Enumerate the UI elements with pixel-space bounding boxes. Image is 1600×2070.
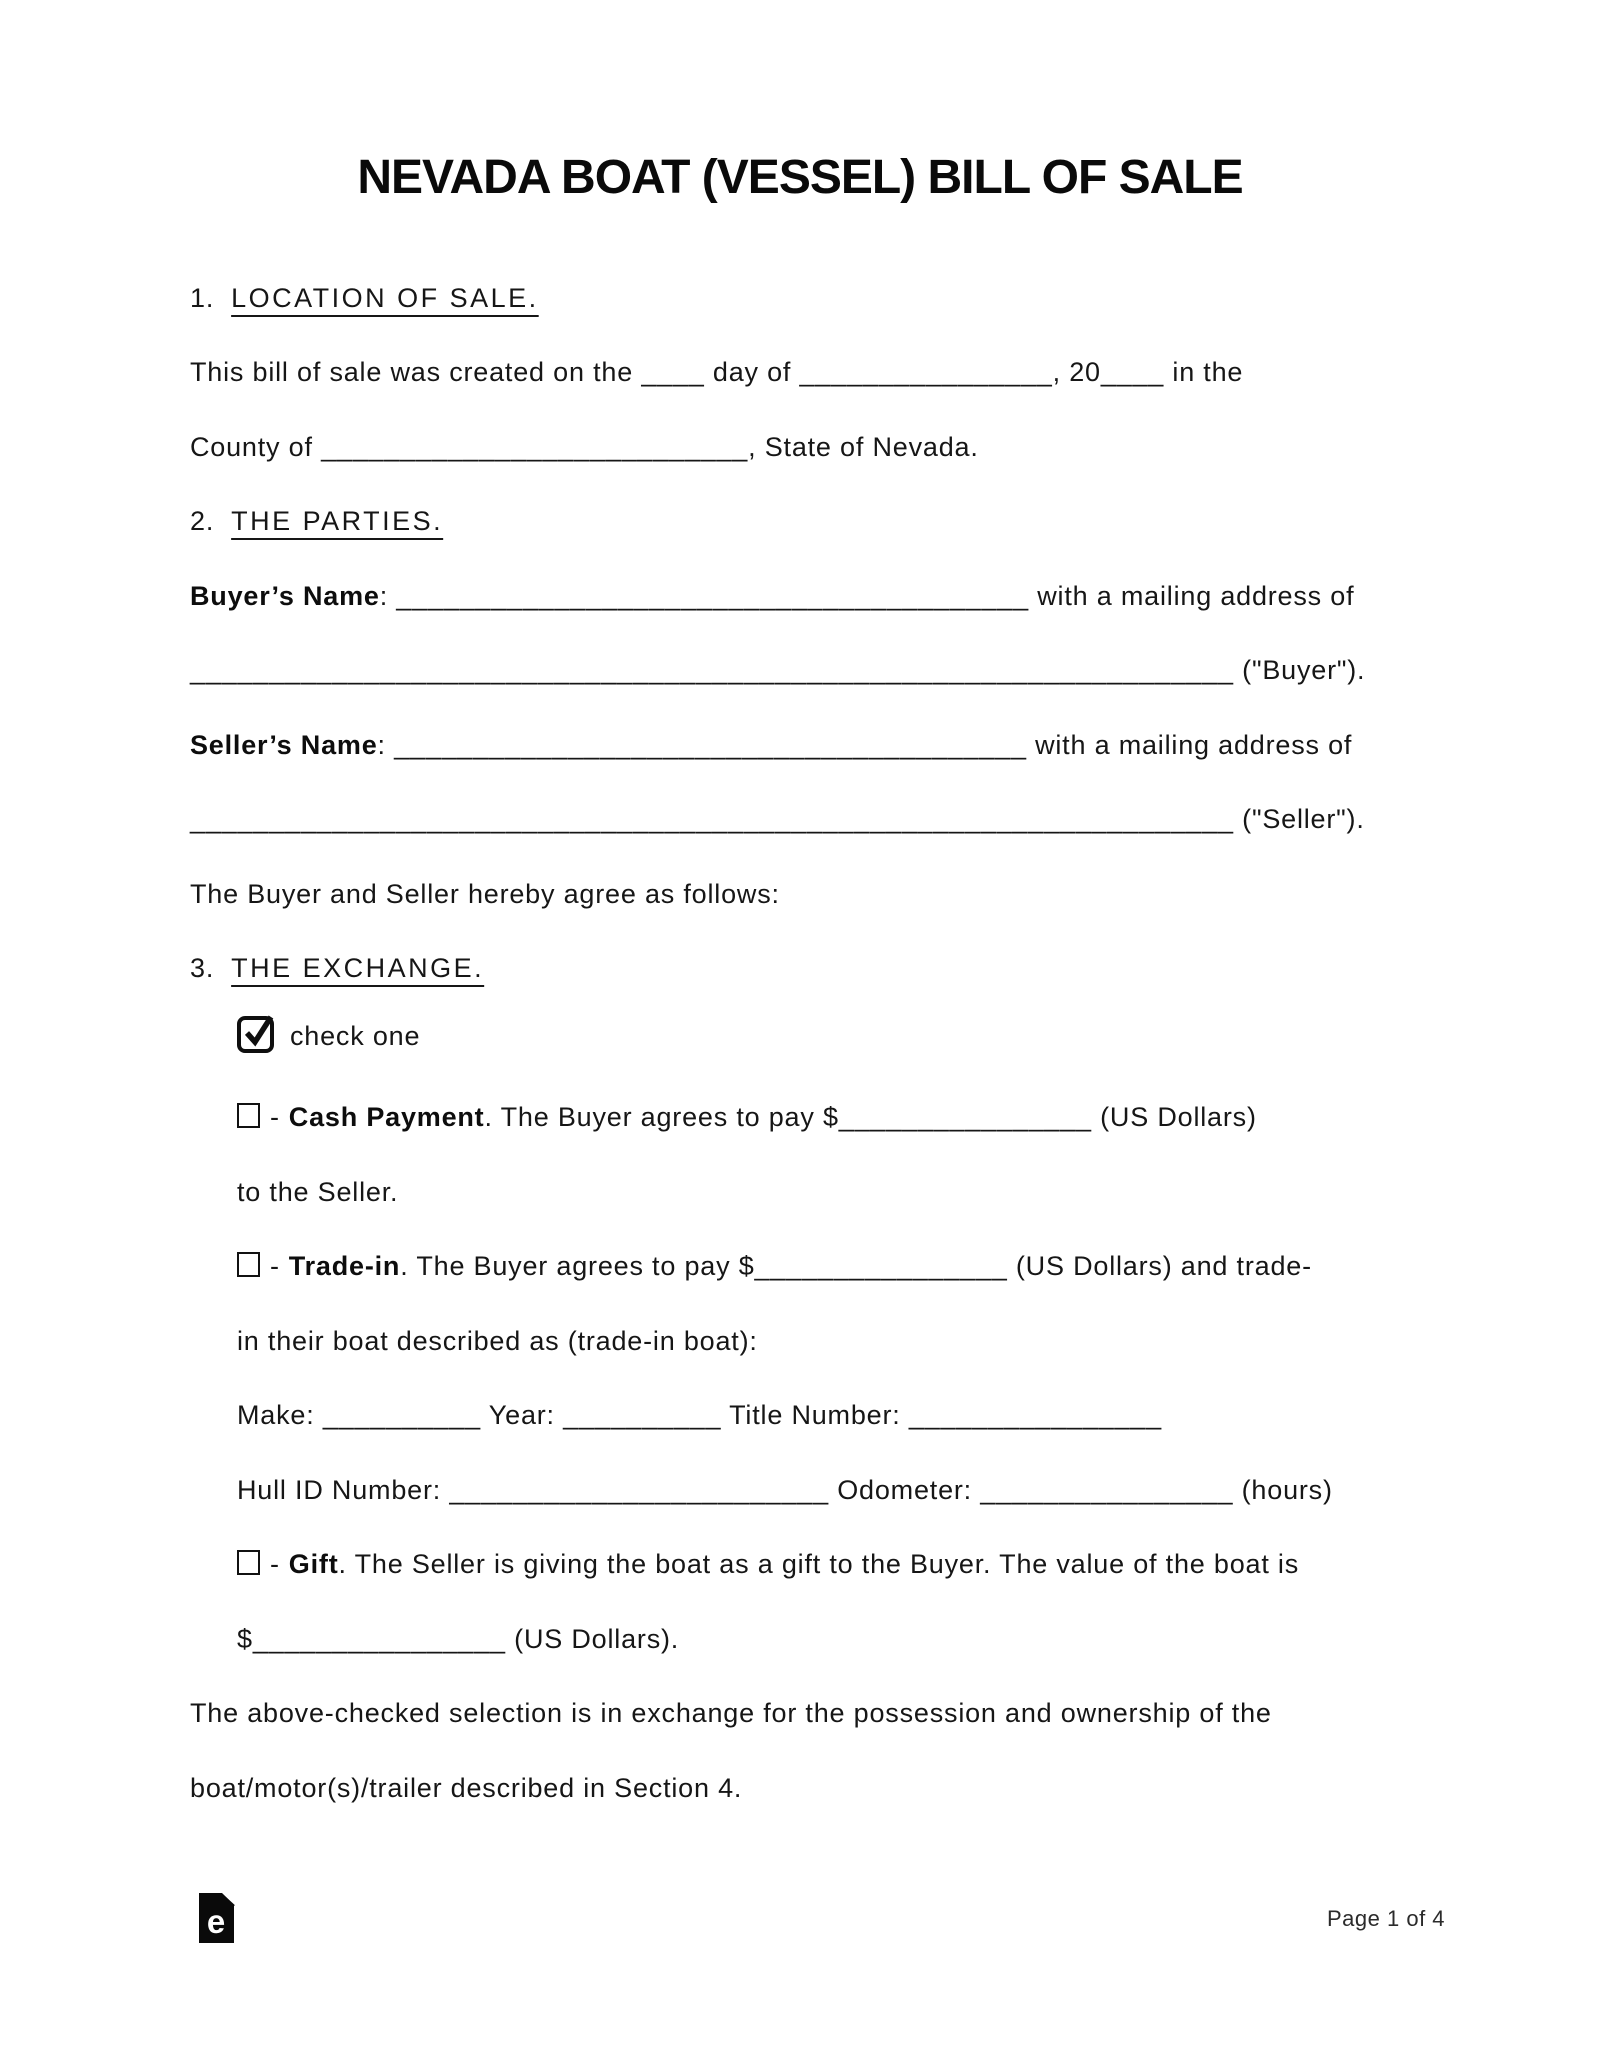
trade-in-cont-line: in their boat described as (trade-in boat): bbox=[237, 1326, 758, 1356]
buyer-name-line bbox=[190, 576, 1354, 616]
gift-checkbox-icon[interactable] bbox=[237, 1550, 260, 1575]
checked-checkbox-icon bbox=[237, 1016, 274, 1053]
section1-heading-text: LOCATION OF SALE. bbox=[231, 283, 539, 313]
gift-cont-line: $________________ (US Dollars). bbox=[237, 1624, 680, 1654]
trade-in-label: Trade-in bbox=[288, 1251, 401, 1281]
buyer-name-label: Buyer’s Name bbox=[190, 581, 380, 611]
trade-in-dash: - bbox=[270, 1251, 280, 1281]
location-county-line: County of ___________________________, State of Nevada. bbox=[190, 432, 979, 462]
buyer-name-blank: : ________________________________________ with a mailing address of bbox=[379, 581, 1355, 611]
logo-letter: e bbox=[206, 1903, 226, 1940]
check-one-label: check one bbox=[290, 1021, 421, 1051]
document-title: NEVADA BOAT (VESSEL) BILL OF SALE bbox=[357, 151, 1243, 204]
section2-heading-text: THE PARTIES. bbox=[231, 506, 444, 536]
gift-text: . The Seller is giving the boat as a gift to the Buyer. The value of the boat is bbox=[338, 1549, 1300, 1579]
cash-payment-cont-line: to the Seller. bbox=[237, 1177, 399, 1207]
section2-number: 2. bbox=[190, 506, 215, 536]
seller-name-label: Seller’s Name bbox=[190, 730, 378, 760]
page-indicator: Page 1 of 4 bbox=[1327, 1906, 1446, 1931]
section3-heading bbox=[190, 948, 484, 988]
cash-payment-line bbox=[237, 1097, 1257, 1137]
cash-payment-text: . The Buyer agrees to pay $________________ (US Dollars) bbox=[484, 1102, 1257, 1132]
trade-in-line bbox=[237, 1246, 1312, 1286]
closing-line-1: The above-checked selection is in exchange for the possession and ownership of the bbox=[190, 1698, 1272, 1728]
closing-line-2: boat/motor(s)/trailer described in Section 4. bbox=[190, 1773, 743, 1803]
section3-number: 3. bbox=[190, 953, 215, 983]
location-date-line: This bill of sale was created on the ____ day of ________________, 20____ in the bbox=[190, 357, 1244, 387]
buyer-address-line: __________________________________________________________________ ("Buyer"). bbox=[190, 655, 1366, 685]
section3-heading-text: THE EXCHANGE. bbox=[231, 953, 485, 983]
cash-payment-label: Cash Payment bbox=[288, 1102, 485, 1132]
trade-in-checkbox-icon[interactable] bbox=[237, 1252, 260, 1277]
seller-name-blank: : ________________________________________ with a mailing address of bbox=[377, 730, 1353, 760]
cash-checkbox-icon[interactable] bbox=[237, 1103, 260, 1128]
section2-heading bbox=[190, 501, 443, 541]
section1-number: 1. bbox=[190, 283, 215, 313]
trade-in-hull-line: Hull ID Number: ________________________ Odometer: ________________ (hours) bbox=[237, 1475, 1333, 1505]
check-one-line bbox=[237, 1016, 420, 1056]
seller-address-line: __________________________________________________________________ ("Seller"). bbox=[190, 804, 1365, 834]
seller-name-line bbox=[190, 725, 1352, 765]
trade-in-text: . The Buyer agrees to pay $________________ (US Dollars) and trade- bbox=[400, 1251, 1312, 1281]
trade-in-make-line: Make: __________ Year: __________ Title Number: ________________ bbox=[237, 1400, 1162, 1430]
agreement-line: The Buyer and Seller hereby agree as follows: bbox=[190, 879, 780, 909]
eforms-logo bbox=[197, 1892, 235, 1949]
cash-dash: - bbox=[270, 1102, 280, 1132]
gift-label: Gift bbox=[288, 1549, 339, 1579]
gift-dash: - bbox=[270, 1549, 280, 1579]
gift-line bbox=[237, 1544, 1299, 1584]
section1-heading bbox=[190, 278, 539, 318]
